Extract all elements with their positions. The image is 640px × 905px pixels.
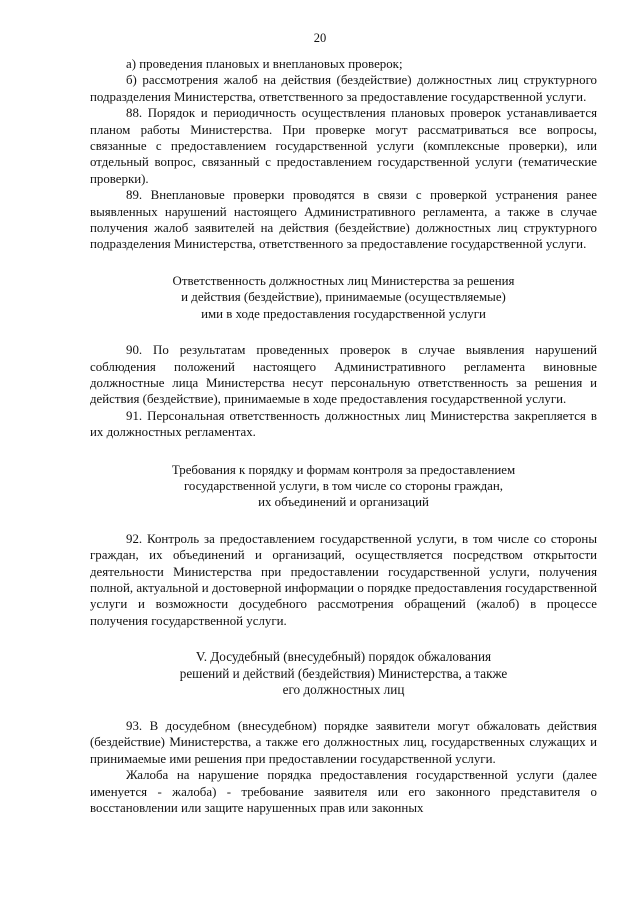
paragraph-93: 93. В досудебном (внесудебном) порядке заявители могут обжаловать действия (бездействие) Министерства, а также его должностных лиц, государственных служащих и принимаемые ими решения при предоставлении государственной услуги.	[90, 718, 597, 766]
paragraph-item-b: б) рассмотрения жалоб на действия (бездействие) должностных лиц структурного подразделения Министерства, ответственного за предоставление государственной услуги.	[90, 73, 597, 104]
section-heading-responsibility: Ответственность должностных лиц Министерства за решения и действия (бездействие), принимаемые (осуществляемые) ими в ходе предоставления государственной услуги	[172, 273, 515, 321]
paragraph-item-a: а) проведения плановых и внеплановых проверок;	[126, 57, 403, 71]
paragraph-complaint-definition: Жалоба на нарушение порядка предоставления государственной услуги (далее именуется - жалоба) - требование заявителя или его законного представителя о восстановлении или защите нарушенных прав или законных	[90, 768, 597, 815]
paragraph-92: 92. Контроль за предоставлением государственной услуги, в том числе со стороны граждан, их объединений и организаций, осуществляется посредством открытости деятельности Министерства при предоставлении государственной услуги, получения полной, актуальной и достоверной информации о порядке предоставления государственной услуги и возможности досудебного рассмотрения обращений (жалоб) в процессе получения государственной услуги.	[90, 531, 597, 628]
chapter-heading-v: V. Досудебный (внесудебный) порядок обжалования решений и действий (бездействия) Министерства, а также его должностных лиц	[179, 649, 508, 698]
paragraph-89: 89. Внеплановые проверки проводятся в связи с проверкой устранения ранее выявленных нарушений настоящего Административного регламента, а также в случае получения жалоб заявителей на действия (бездействие) должностных лиц структурного подразделения Министерства, ответственного за предоставление государственной услуги.	[90, 188, 597, 252]
paragraph-91: 91. Персональная ответственность должностных лиц Министерства закрепляется в их должностных регламентах.	[90, 408, 597, 440]
paragraph-90: 90. По результатам проведенных проверок в случае выявления нарушений соблюдения положений настоящего Административного регламента виновные должностные лица Министерства несут персональную ответственность за решения и действия (бездействие), принимаемые в ходе предоставления государственной услуги.	[90, 343, 597, 407]
paragraph-88: 88. Порядок и периодичность осуществления плановых проверок устанавливается планом работы Министерства. При проверке могут рассматриваться все вопросы, связанные с предоставлением государственной услуги (комплексные проверки), или отдельный вопрос, связанный с предоставлением государственной услуги (тематические проверки).	[90, 106, 597, 186]
section-heading-control-requirements: Требования к порядку и формам контроля за предоставлением государственной услуги, в том числе со стороны граждан, их объединений и организаций	[171, 462, 516, 510]
page-number: 20	[313, 31, 327, 45]
document-body	[90, 56, 597, 816]
